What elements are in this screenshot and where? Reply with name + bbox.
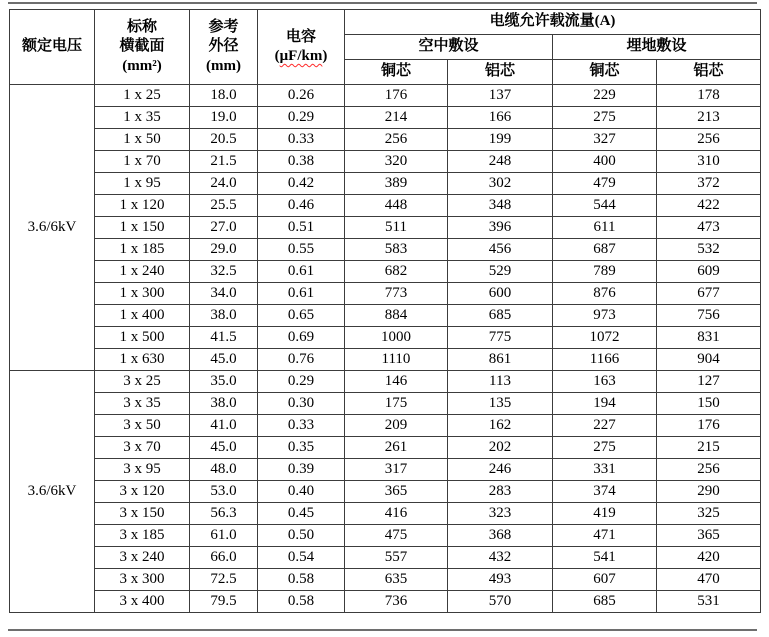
table-row	[10, 107, 761, 129]
table-cell: 283	[448, 481, 553, 503]
table-cell: 736	[345, 591, 448, 613]
table-cell: 1 x 35	[95, 107, 190, 129]
header-line: 横截面	[119, 38, 165, 55]
table-cell: 493	[448, 569, 553, 591]
table-cell: 1 x 185	[95, 239, 190, 261]
table-cell: 374	[553, 481, 657, 503]
table-row	[10, 327, 761, 349]
table-cell: 214	[345, 107, 448, 129]
table-cell: 275	[553, 437, 657, 459]
table-cell: 215	[657, 437, 761, 459]
header-rated-voltage: 额定电压	[10, 10, 95, 85]
table-cell: 904	[657, 349, 761, 371]
table-cell: 38.0	[190, 305, 258, 327]
table-cell: 176	[657, 415, 761, 437]
table-cell: 1 x 400	[95, 305, 190, 327]
table-cell: 45.0	[190, 349, 258, 371]
capacitance-unit-spellcheck: μF/km	[279, 48, 323, 64]
table-cell: 248	[448, 151, 553, 173]
table-cell: 3 x 185	[95, 525, 190, 547]
table-cell: 471	[553, 525, 657, 547]
table-cell: 368	[448, 525, 553, 547]
table-cell: 756	[657, 305, 761, 327]
table-cell: 448	[345, 195, 448, 217]
table-cell: 1166	[553, 349, 657, 371]
voltage-group-label: 3.6/6kV	[10, 371, 95, 613]
table-cell: 41.5	[190, 327, 258, 349]
header-row-1	[10, 10, 761, 35]
table-cell: 0.40	[258, 481, 345, 503]
table-cell: 202	[448, 437, 553, 459]
table-cell: 511	[345, 217, 448, 239]
table-cell: 1 x 240	[95, 261, 190, 283]
table-cell: 685	[448, 305, 553, 327]
table-cell: 20.5	[190, 129, 258, 151]
table-cell: 789	[553, 261, 657, 283]
table-header	[10, 10, 761, 85]
table-cell: 583	[345, 239, 448, 261]
table-cell: 389	[345, 173, 448, 195]
header-line: 参考	[208, 19, 239, 36]
table-cell: 348	[448, 195, 553, 217]
header-aluminum-buried: 铝芯	[657, 60, 761, 85]
header-buried-laying: 埋地敷设	[553, 35, 761, 60]
table-cell: 600	[448, 283, 553, 305]
header-nominal-cross-section	[95, 10, 190, 85]
table-cell: 0.39	[258, 459, 345, 481]
table-cell: 3 x 70	[95, 437, 190, 459]
table-cell: 420	[657, 547, 761, 569]
table-row	[10, 349, 761, 371]
table-cell: 127	[657, 371, 761, 393]
table-cell: 113	[448, 371, 553, 393]
table-cell: 27.0	[190, 217, 258, 239]
table-cell: 685	[553, 591, 657, 613]
table-row	[10, 503, 761, 525]
table-cell: 3 x 50	[95, 415, 190, 437]
table-cell: 0.51	[258, 217, 345, 239]
table-cell: 609	[657, 261, 761, 283]
table-cell: 0.30	[258, 393, 345, 415]
table-cell: 35.0	[190, 371, 258, 393]
table-cell: 323	[448, 503, 553, 525]
table-row	[10, 481, 761, 503]
table-cell: 611	[553, 217, 657, 239]
table-cell: 1 x 50	[95, 129, 190, 151]
table-row	[10, 85, 761, 107]
table-cell: 0.54	[258, 547, 345, 569]
table-cell: 146	[345, 371, 448, 393]
table-cell: 0.33	[258, 129, 345, 151]
table-cell: 400	[553, 151, 657, 173]
table-cell: 0.58	[258, 591, 345, 613]
table-cell: 529	[448, 261, 553, 283]
table-row	[10, 547, 761, 569]
table-cell: 365	[345, 481, 448, 503]
table-cell: 775	[448, 327, 553, 349]
table-cell: 677	[657, 283, 761, 305]
table-cell: 365	[657, 525, 761, 547]
table-cell: 163	[553, 371, 657, 393]
table-cell: 432	[448, 547, 553, 569]
table-cell: 419	[553, 503, 657, 525]
table-cell: 3 x 150	[95, 503, 190, 525]
table-cell: 416	[345, 503, 448, 525]
table-cell: 256	[657, 129, 761, 151]
table-cell: 331	[553, 459, 657, 481]
table-cell: 137	[448, 85, 553, 107]
table-cell: 18.0	[190, 85, 258, 107]
table-cell: 531	[657, 591, 761, 613]
table-cell: 687	[553, 239, 657, 261]
cable-ampacity-table	[9, 9, 761, 613]
table-cell: 396	[448, 217, 553, 239]
table-cell: 0.61	[258, 261, 345, 283]
paren-close: )	[322, 48, 328, 64]
table-cell: 38.0	[190, 393, 258, 415]
table-cell: 544	[553, 195, 657, 217]
header-line: (mm)	[206, 57, 241, 74]
table-cell: 973	[553, 305, 657, 327]
table-cell: 41.0	[190, 415, 258, 437]
table-cell: 1072	[553, 327, 657, 349]
table-cell: 45.0	[190, 437, 258, 459]
table-row	[10, 305, 761, 327]
table-cell: 48.0	[190, 459, 258, 481]
table-cell: 0.35	[258, 437, 345, 459]
table-row	[10, 261, 761, 283]
table-cell: 256	[657, 459, 761, 481]
table-body	[10, 85, 761, 613]
table-cell: 1110	[345, 349, 448, 371]
table-cell: 21.5	[190, 151, 258, 173]
header-capacitance	[258, 10, 345, 85]
table-cell: 175	[345, 393, 448, 415]
table-cell: 1 x 95	[95, 173, 190, 195]
table-cell: 372	[657, 173, 761, 195]
table-cell: 275	[553, 107, 657, 129]
table-cell: 0.46	[258, 195, 345, 217]
header-ampacity-title: 电缆允许载流量(A)	[345, 10, 761, 35]
table-cell: 199	[448, 129, 553, 151]
table-cell: 861	[448, 349, 553, 371]
table-cell: 475	[345, 525, 448, 547]
table-cell: 1 x 500	[95, 327, 190, 349]
table-row	[10, 283, 761, 305]
table-cell: 473	[657, 217, 761, 239]
header-capacitance-unit-line	[258, 47, 344, 66]
table-cell: 310	[657, 151, 761, 173]
table-cell: 0.29	[258, 371, 345, 393]
table-cell: 3 x 400	[95, 591, 190, 613]
table-cell: 0.61	[258, 283, 345, 305]
table-cell: 607	[553, 569, 657, 591]
header-line: (mm²)	[122, 57, 162, 74]
table-cell: 320	[345, 151, 448, 173]
table-cell: 0.65	[258, 305, 345, 327]
table-row	[10, 173, 761, 195]
table-cell: 1 x 70	[95, 151, 190, 173]
table-cell: 32.5	[190, 261, 258, 283]
table-cell: 422	[657, 195, 761, 217]
table-row	[10, 239, 761, 261]
table-cell: 166	[448, 107, 553, 129]
table-row	[10, 525, 761, 547]
table-cell: 0.69	[258, 327, 345, 349]
paren-open: (	[274, 48, 280, 64]
table-cell: 79.5	[190, 591, 258, 613]
table-cell: 1000	[345, 327, 448, 349]
header-air-laying: 空中敷设	[345, 35, 553, 60]
header-copper-air: 铜芯	[345, 60, 448, 85]
table-cell: 470	[657, 569, 761, 591]
table-cell: 261	[345, 437, 448, 459]
table-cell: 327	[553, 129, 657, 151]
voltage-group-label: 3.6/6kV	[10, 85, 95, 371]
table-cell: 1 x 300	[95, 283, 190, 305]
table-cell: 0.42	[258, 173, 345, 195]
table-cell: 3 x 35	[95, 393, 190, 415]
table-cell: 290	[657, 481, 761, 503]
table-cell: 176	[345, 85, 448, 107]
header-copper-buried: 铜芯	[553, 60, 657, 85]
bottom-rule	[8, 629, 757, 631]
table-row	[10, 393, 761, 415]
table-cell: 209	[345, 415, 448, 437]
table-cell: 456	[448, 239, 553, 261]
table-cell: 246	[448, 459, 553, 481]
table-cell: 135	[448, 393, 553, 415]
top-rule	[8, 2, 757, 4]
table-cell: 256	[345, 129, 448, 151]
table-cell: 325	[657, 503, 761, 525]
table-cell: 0.26	[258, 85, 345, 107]
header-line: 电容	[285, 28, 316, 45]
table-cell: 227	[553, 415, 657, 437]
table-cell: 557	[345, 547, 448, 569]
table-cell: 0.33	[258, 415, 345, 437]
header-reference-outer-diameter	[190, 10, 258, 85]
table-row	[10, 195, 761, 217]
header-line: 外径	[208, 38, 239, 55]
table-cell: 66.0	[190, 547, 258, 569]
table-cell: 682	[345, 261, 448, 283]
table-cell: 3 x 300	[95, 569, 190, 591]
table-cell: 61.0	[190, 525, 258, 547]
table-cell: 1 x 630	[95, 349, 190, 371]
table-row	[10, 569, 761, 591]
table-row	[10, 437, 761, 459]
table-cell: 72.5	[190, 569, 258, 591]
table-cell: 1 x 150	[95, 217, 190, 239]
table-cell: 3 x 240	[95, 547, 190, 569]
table-cell: 831	[657, 327, 761, 349]
table-cell: 150	[657, 393, 761, 415]
table-cell: 213	[657, 107, 761, 129]
table-cell: 570	[448, 591, 553, 613]
table-cell: 532	[657, 239, 761, 261]
table-row	[10, 217, 761, 239]
table-cell: 178	[657, 85, 761, 107]
table-cell: 29.0	[190, 239, 258, 261]
table-row	[10, 129, 761, 151]
table-cell: 0.38	[258, 151, 345, 173]
table-cell: 541	[553, 547, 657, 569]
table-cell: 0.45	[258, 503, 345, 525]
table-row	[10, 371, 761, 393]
table-row	[10, 591, 761, 613]
table-cell: 3 x 25	[95, 371, 190, 393]
table-cell: 229	[553, 85, 657, 107]
table-cell: 0.50	[258, 525, 345, 547]
table-cell: 53.0	[190, 481, 258, 503]
table-row	[10, 459, 761, 481]
table-cell: 479	[553, 173, 657, 195]
table-cell: 0.29	[258, 107, 345, 129]
table-cell: 1 x 120	[95, 195, 190, 217]
table-cell: 3 x 95	[95, 459, 190, 481]
table-row	[10, 415, 761, 437]
table-cell: 1 x 25	[95, 85, 190, 107]
table-cell: 884	[345, 305, 448, 327]
table-cell: 25.5	[190, 195, 258, 217]
table-cell: 0.58	[258, 569, 345, 591]
header-aluminum-air: 铝芯	[448, 60, 553, 85]
table-cell: 635	[345, 569, 448, 591]
table-cell: 0.55	[258, 239, 345, 261]
table-cell: 24.0	[190, 173, 258, 195]
table-cell: 302	[448, 173, 553, 195]
table-cell: 34.0	[190, 283, 258, 305]
table-cell: 19.0	[190, 107, 258, 129]
table-cell: 773	[345, 283, 448, 305]
table-cell: 162	[448, 415, 553, 437]
table-cell: 56.3	[190, 503, 258, 525]
table-cell: 317	[345, 459, 448, 481]
header-line: 标称	[126, 19, 157, 36]
table-cell: 194	[553, 393, 657, 415]
table-cell: 876	[553, 283, 657, 305]
table-row	[10, 151, 761, 173]
table-cell: 3 x 120	[95, 481, 190, 503]
table-cell: 0.76	[258, 349, 345, 371]
